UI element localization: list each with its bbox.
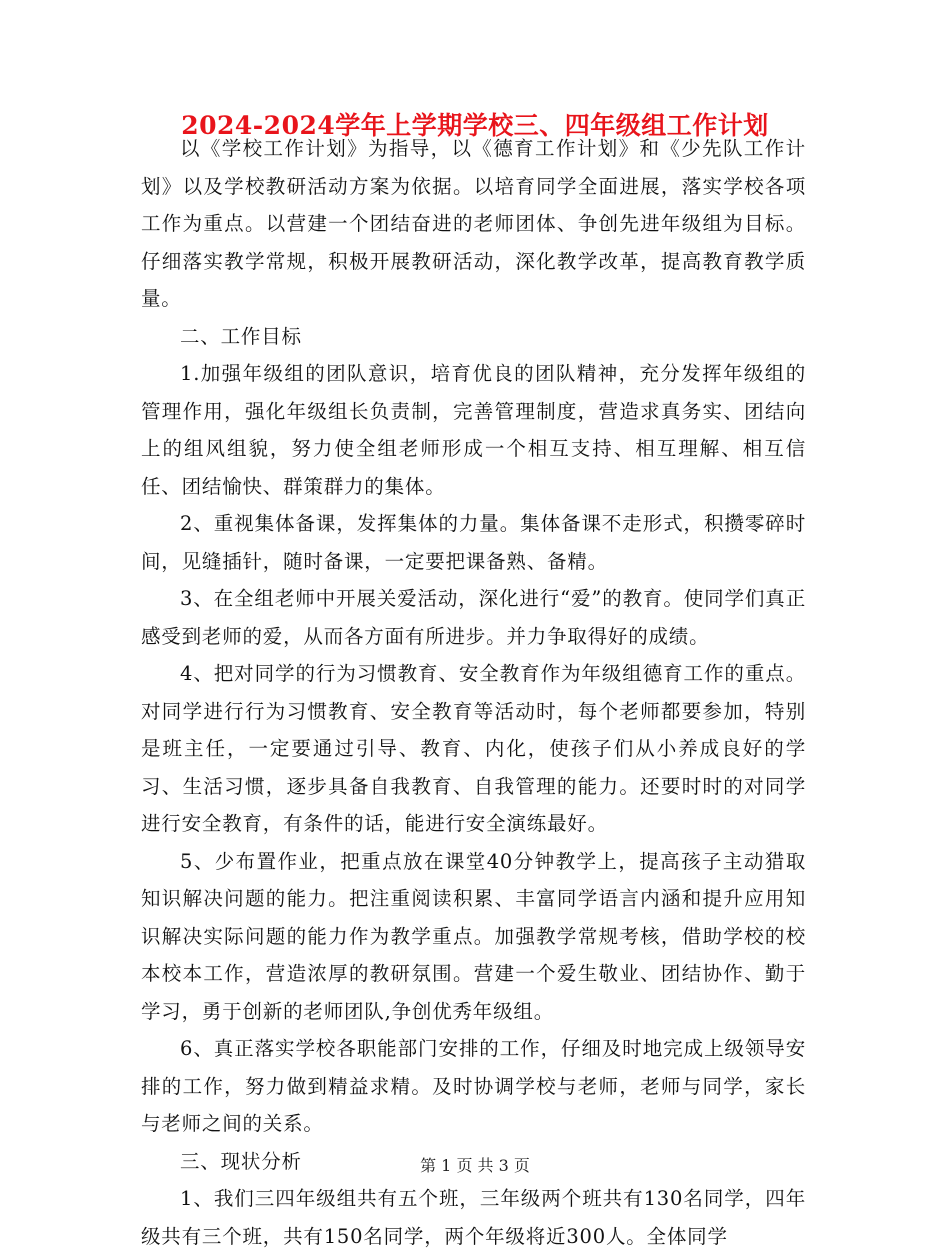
paragraph-goal-5: 5、少布置作业，把重点放在课堂40分钟教学上，提高孩子主动猎取知识解决问题的能力。把注重阅读积累、丰富同学语言内涵和提升应用知识解决实际问题的能力作为教学重点。加强教学常规考核，借助学校的校本校本工作，营造浓厚的教研氛围。营建一个爱生敬业、团结协作、勤于学习，勇于创新的老师团队,争创优秀年级组。 bbox=[141, 849, 806, 1023]
paragraph-analysis-1: 1、我们三四年级组共有五个班，三年级两个班共有130名同学，四年级共有三个班，共有150名同学，两个年级将近300人。全体同学 bbox=[141, 1187, 806, 1248]
paragraph-goal-1: 1.加强年级组的团队意识，培育优良的团队精神，充分发挥年级组的管理作用，强化年级组长负责制，完善管理制度，营造求真务实、团结向上的组风组貌，努力使全组老师形成一个相互支持、相互理解、相互信任、团结愉快、群策群力的集体。 bbox=[141, 362, 806, 498]
document-title: 2024-2024学年上学期学校三、四年级组工作计划 bbox=[181, 111, 769, 140]
paragraph-guiding-principles: 以《学校工作计划》为指导，以《德育工作计划》和《少先队工作计划》以及学校教研活动方案为依据。以培育同学全面进展，落实学校各项工作为重点。以营建一个团结奋进的老师团体、争创先进年级组为目标。仔细落实教学常规，积极开展教研活动，深化教学改革，提高教育教学质量。 bbox=[141, 137, 806, 310]
document-body bbox=[141, 130, 806, 1255]
paragraph-goal-6: 6、真正落实学校各职能部门安排的工作，仔细及时地完成上级领导安排的工作，努力做到精益求精。及时协调学校与老师，老师与同学，家长与老师之间的关系。 bbox=[141, 1037, 806, 1135]
section-heading-situation-analysis: 三、现状分析 bbox=[180, 1149, 302, 1173]
page-number-footer: 第 1 页 共 3 页 bbox=[420, 1156, 530, 1175]
paragraph-goal-2: 2、重视集体备课，发挥集体的力量。集体备课不走形式，积攒零碎时间，见缝插针，随时备课，一定要把课备熟、备精。 bbox=[141, 512, 806, 573]
section-heading-work-goals: 二、工作目标 bbox=[180, 324, 302, 348]
paragraph-goal-3: 3、在全组老师中开展关爱活动，深化进行“爱”的教育。使同学们真正感受到老师的爱，从而各方面有所进步。并力争取得好的成绩。 bbox=[141, 587, 806, 648]
paragraph-goal-4: 4、把对同学的行为习惯教育、安全教育作为年级组德育工作的重点。对同学进行行为习惯教育、安全教育等活动时，每个老师都要参加，特别是班主任，一定要通过引导、教育、内化，使孩子们从小养成良好的学习、生活习惯，逐步具备自我教育、自我管理的能力。还要时时的对同学进行安全教育，有条件的话，能进行安全演练最好。 bbox=[141, 662, 806, 835]
